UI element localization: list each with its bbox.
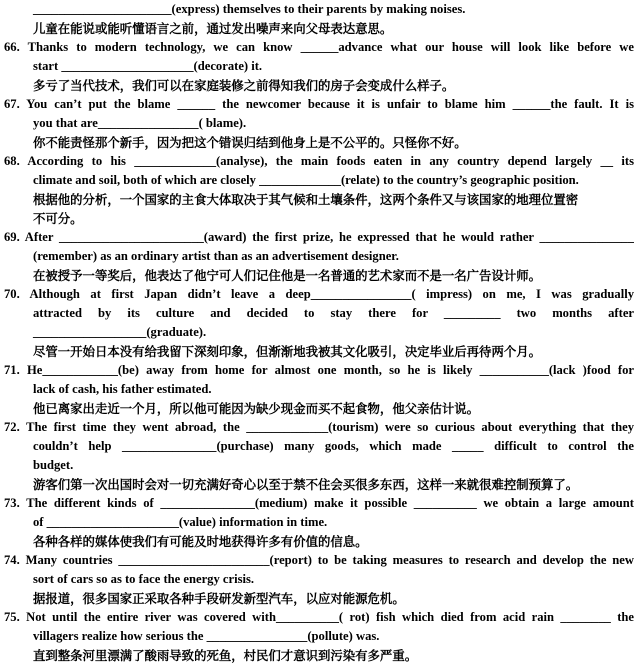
translation-line: 直到整条河里漂满了酸雨导致的死鱼，村民们才意识到污染有多严重。 [33,648,418,663]
exercise-line: you that are________________( blame). [33,116,247,130]
translation-line: 儿童在能说或能听懂语言之前，通过发出噪声来向父母表达意思。 [33,21,393,36]
exercise-line: 67. You can’t put the blame ______ the newcomer because it is unfair to blame him ______the fault. It is [4,97,634,111]
translation-line: 各种各样的媒体使我们有可能及时地获得许多有价值的信息。 [33,534,368,549]
exercise-line: villagers realize how serious the ________________(pollute) was. [33,629,380,643]
exercise-line: 73. The different kinds of _______________(medium) make it possible __________ we obtain a large amount [4,496,634,510]
exercise-line: climate and soil, both of which are closely _____________(relate) to the country’s geographic position. [33,173,579,187]
exercise-line: budget. [33,458,74,472]
exercise-line: 71. He____________(be) away from home for almost one month, so he is likely ___________(lack )food for [4,363,634,377]
exercise-line: 74. Many countries ________________________(report) to be taking measures to research and develop the new [4,553,634,567]
exercise-line: 69. After _______________________(award) the first prize, he expressed that he would rather _______________ [4,230,634,244]
exercise-line: (remember) as an ordinary artist than as an advertisement designer. [33,249,399,263]
exercise-line: 70. Although at first Japan didn’t leave a deep________________( impress) on me, I was gradually [4,287,634,301]
translation-line: 不可分。 [33,211,83,226]
exercise-line: 66. Thanks to modern technology, we can know ______advance what our house will look like before we [4,40,634,54]
translation-line: 根据他的分析，一个国家的主食大体取决于其气候和土壤条件，这两个条件又与该国家的地理位置密 [33,192,579,207]
exercise-line: couldn’t help _______________(purchase) many goods, which made _____ difficult to control the [33,439,634,453]
translation-line: 游客们第一次出国时会对一切充满好奇心以至于禁不住会买很多东西，这样一来就很难控制预算了。 [33,477,579,492]
translation-line: 据报道，很多国家正采取各种手段研发新型汽车，以应对能源危机。 [33,591,405,606]
exercise-line: __________________(graduate). [33,325,207,339]
exercise-line: ______________________(express) themselves to their parents by making noises. [33,2,466,16]
translation-line: 他已离家出走近一个月，所以他可能因为缺少现金而买不起食物，他父亲估计说。 [33,401,480,416]
exercise-line: of _____________________(value) information in time. [33,515,328,529]
exercise-line: 72. The first time they went abroad, the _____________(tourism) were so curious about everything that they [4,420,634,434]
translation-line: 在被授予一等奖后，他表达了他宁可人们记住他是一名普通的艺术家而不是一名广告设计师。 [33,268,542,283]
exercise-line: sort of cars so as to face the energy crisis. [33,572,255,586]
translation-line: 尽管一开始日本没有给我留下深刻印象，但渐渐地我被其文化吸引，决定毕业后再待两个月。 [33,344,542,359]
exercise-line: 68. According to his _____________(analyse), the main foods eaten in any country depend largely __ its [4,154,634,168]
translation-line: 多亏了当代技术，我们可以在家庭装修之前得知我们的房子会变成什么样子。 [33,78,455,93]
translation-line: 你不能责怪那个新手，因为把这个错误归结到他身上是不公平的。只怪你不好。 [33,135,467,150]
exercise-line: 75. Not until the entire river was covered with__________( rot) fish which died from acid rain ________ the [4,610,634,624]
exercise-line: attracted by its culture and decided to stay there for _________ two months after [33,306,634,320]
exercise-line: lack of cash, his father estimated. [33,382,212,396]
exercise-line: start _____________________(decorate) it. [33,59,263,73]
